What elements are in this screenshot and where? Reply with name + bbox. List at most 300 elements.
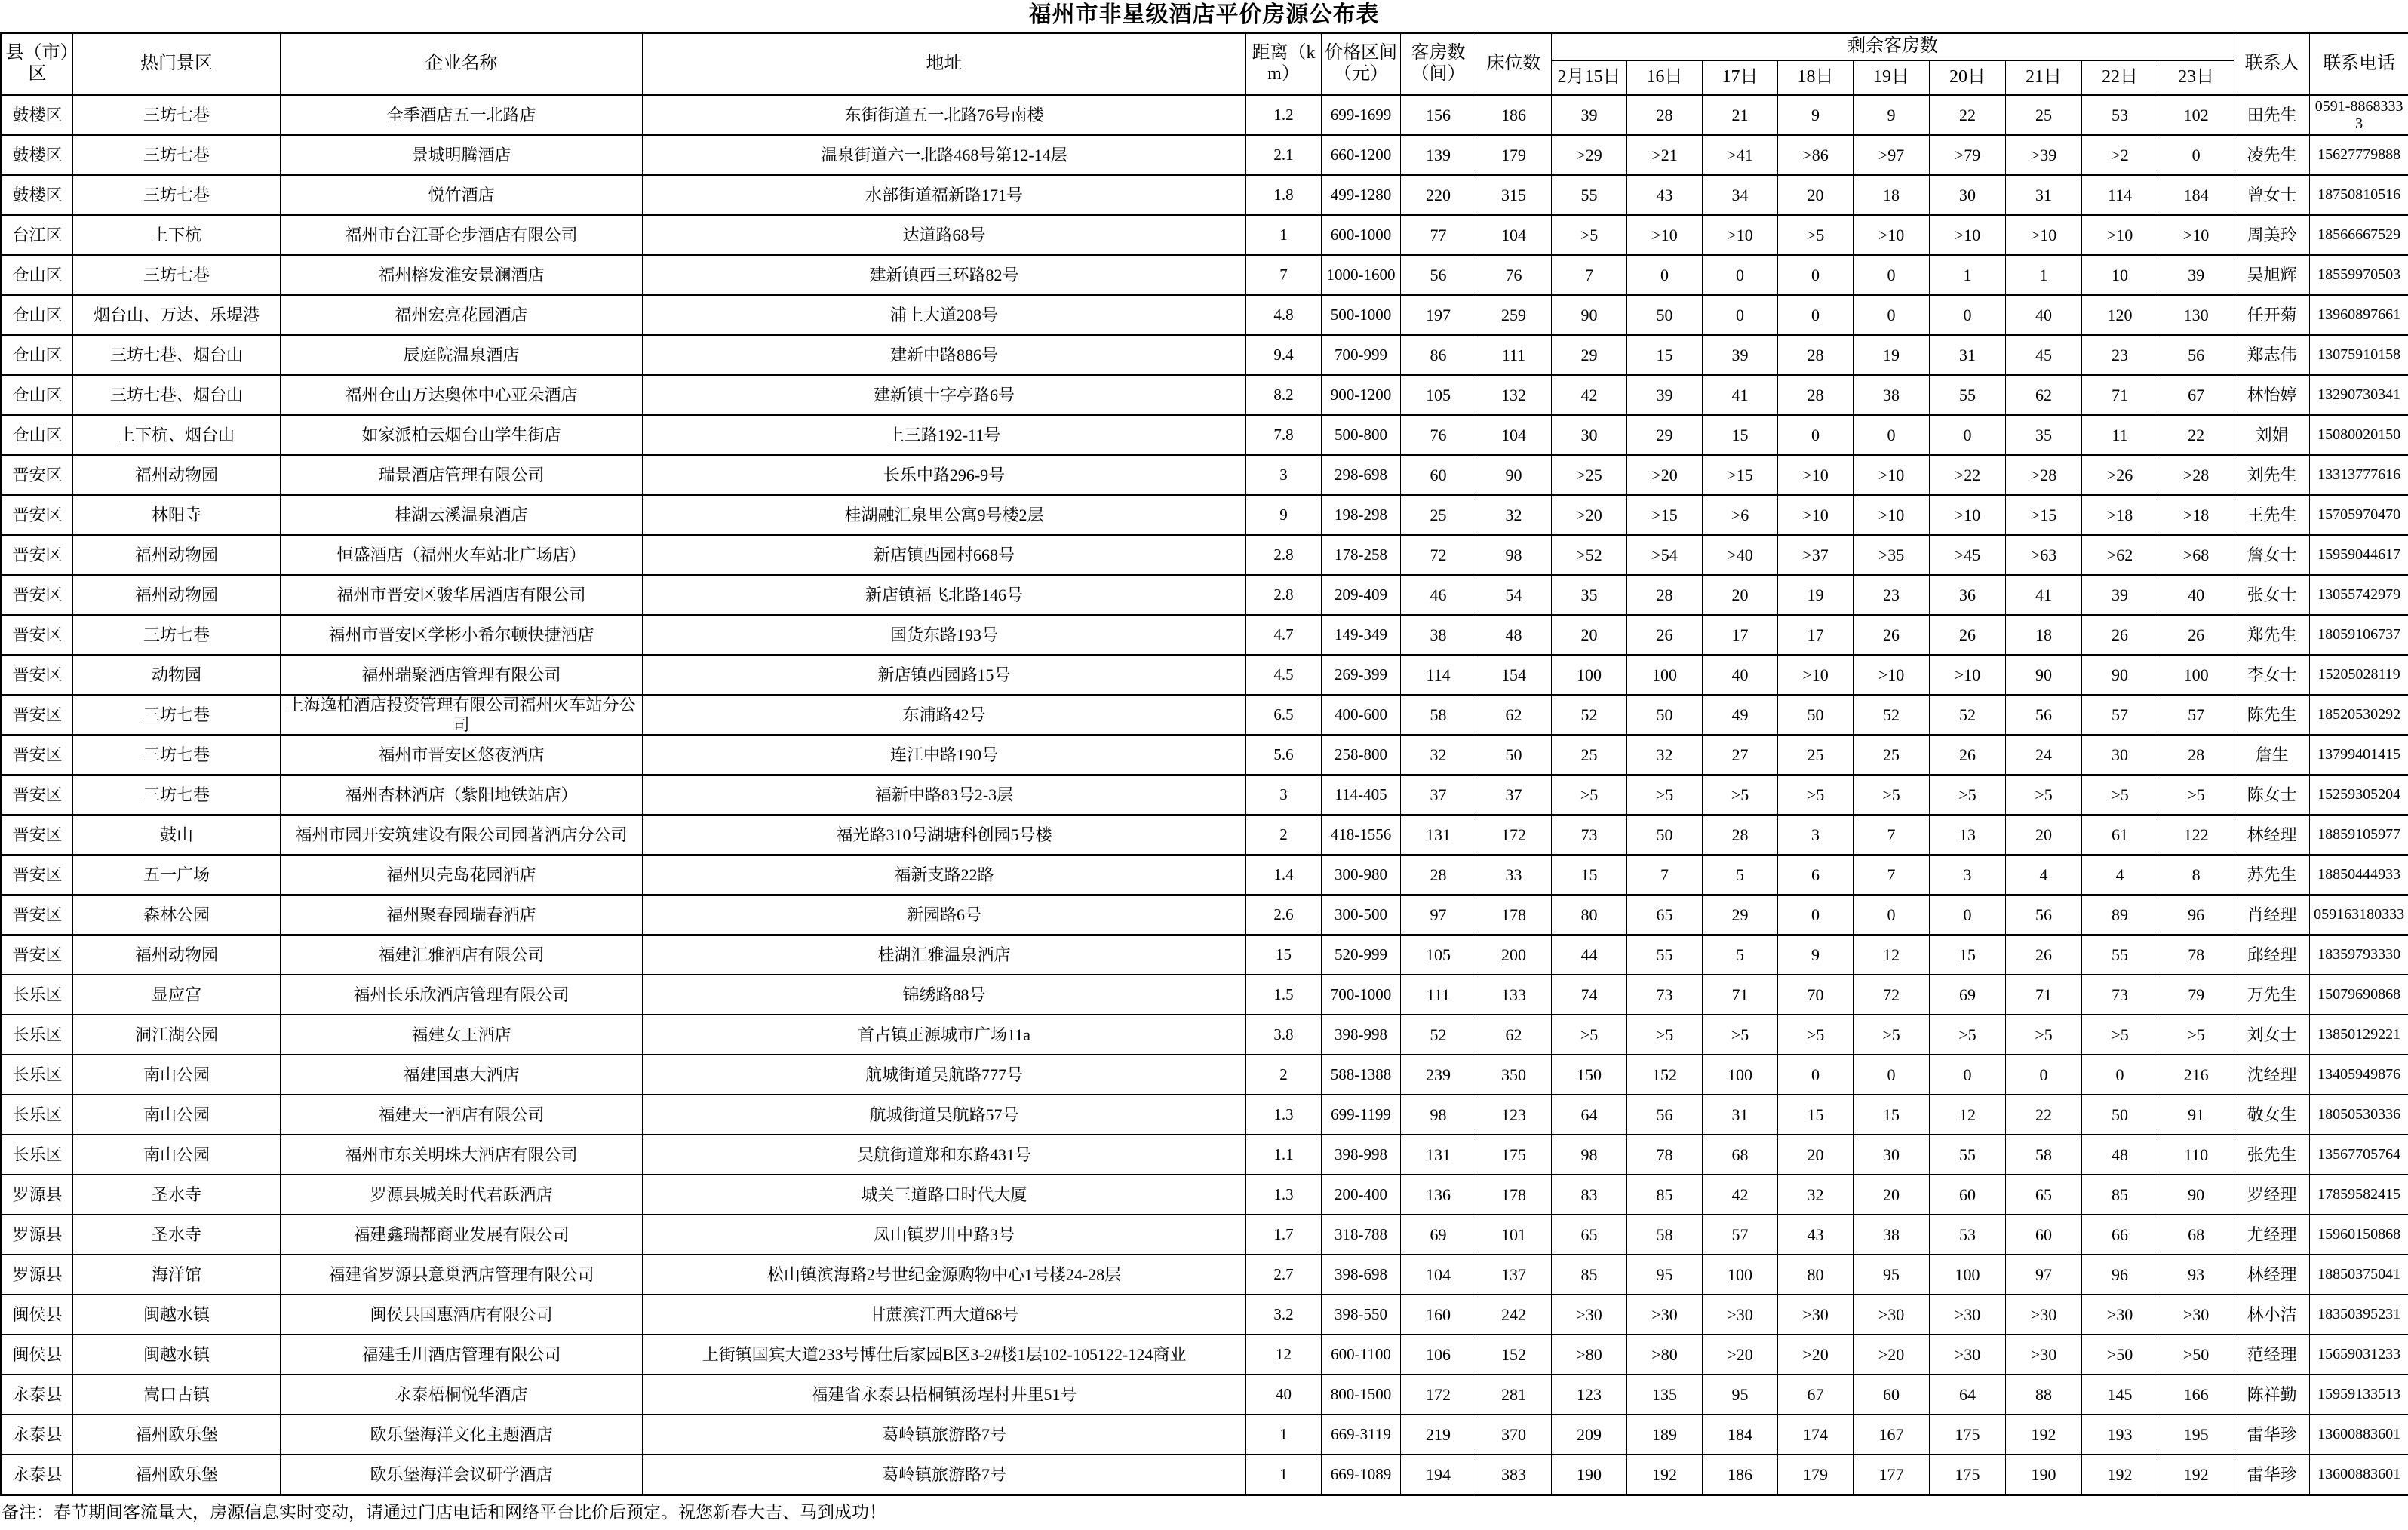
table-cell: 仓山区 [2, 295, 73, 335]
table-cell: 13567705764 [2310, 1135, 2408, 1175]
table-cell: 桂湖融汇泉里公寓9号楼2层 [643, 495, 1246, 535]
table-cell: >10 [2082, 215, 2158, 255]
table-cell: >5 [1703, 775, 1778, 815]
table-cell: >50 [2082, 1335, 2158, 1375]
table-cell: 刘先生 [2234, 455, 2310, 495]
table-cell: 2.6 [1246, 895, 1322, 935]
table-cell: >39 [2006, 135, 2082, 175]
table-cell: 15 [1854, 1095, 1930, 1135]
table-cell: 海洋馆 [73, 1255, 281, 1295]
table-cell: 156 [1401, 95, 1476, 135]
table-cell: 晋安区 [2, 895, 73, 935]
table-cell: 东街街道五一北路76号南楼 [643, 95, 1246, 135]
table-cell: >5 [1552, 215, 1627, 255]
table-cell: 91 [2158, 1095, 2234, 1135]
table-cell: 2.8 [1246, 575, 1322, 615]
table-cell: 100 [1552, 655, 1627, 695]
table-cell: 洞江湖公园 [73, 1015, 281, 1055]
table-cell: 悦竹酒店 [281, 175, 643, 215]
table-cell: 55 [1552, 175, 1627, 215]
table-cell: 罗经理 [2234, 1175, 2310, 1215]
table-cell: 50 [1627, 695, 1703, 735]
table-cell: 41 [2006, 575, 2082, 615]
table-cell: 669-1089 [1322, 1455, 1401, 1495]
table-cell: 186 [1703, 1455, 1778, 1495]
table-cell: 7.8 [1246, 415, 1322, 455]
table-cell: 永泰县 [2, 1415, 73, 1455]
table-cell: 70 [1778, 975, 1854, 1015]
table-row [2, 655, 2408, 695]
table-cell: 长乐区 [2, 975, 73, 1015]
table-cell: 195 [2158, 1415, 2234, 1455]
table-cell: 福州欧乐堡 [73, 1415, 281, 1455]
table-cell: 55 [2082, 935, 2158, 975]
table-cell: 葛岭镇旅游路7号 [643, 1415, 1246, 1455]
table-cell: 三坊七巷 [73, 735, 281, 775]
table-cell: 209 [1552, 1415, 1627, 1455]
table-cell: 32 [1401, 735, 1476, 775]
table-cell: 83 [1552, 1175, 1627, 1215]
table-cell: >20 [1552, 495, 1627, 535]
table-cell: 0 [1778, 255, 1854, 295]
table-cell: 林怡婷 [2234, 375, 2310, 415]
table-cell: 烟台山、万达、乐堤港 [73, 295, 281, 335]
table-cell: >30 [1930, 1295, 2006, 1335]
table-cell: 0 [1854, 895, 1930, 935]
table-cell: 398-998 [1322, 1015, 1401, 1055]
table-cell: 仓山区 [2, 335, 73, 375]
table-cell: 96 [2158, 895, 2234, 935]
table-cell: 1 [2006, 255, 2082, 295]
table-cell: 15 [1778, 1095, 1854, 1135]
table-cell: 37 [1476, 775, 1552, 815]
table-cell: >41 [1703, 135, 1778, 175]
table-cell: 43 [1627, 175, 1703, 215]
table-cell: 78 [2158, 935, 2234, 975]
table-cell: 13 [1930, 815, 2006, 855]
table-cell: 0 [1854, 415, 1930, 455]
table-cell: 39 [1703, 335, 1778, 375]
table-cell: 11 [2082, 415, 2158, 455]
table-cell: >97 [1854, 135, 1930, 175]
table-cell: 61 [2082, 815, 2158, 855]
table-cell: 3.8 [1246, 1015, 1322, 1055]
table-cell: 85 [1552, 1255, 1627, 1295]
table-cell: 72 [1854, 975, 1930, 1015]
table-cell: 闽侯县国惠酒店有限公司 [281, 1295, 643, 1335]
table-cell: 9 [1854, 95, 1930, 135]
table-cell: 三坊七巷 [73, 695, 281, 735]
col-header-contact: 联系人 [2234, 33, 2310, 96]
table-cell: 9 [1778, 935, 1854, 975]
table-cell: 0 [1703, 255, 1778, 295]
table-cell: 19 [1854, 335, 1930, 375]
table-cell: 174 [1778, 1415, 1854, 1455]
table-cell: >29 [1552, 135, 1627, 175]
table-cell: 98 [1401, 1095, 1476, 1135]
table-cell: 96 [2082, 1255, 2158, 1295]
table-cell: 23 [2082, 335, 2158, 375]
table-row [2, 1375, 2408, 1415]
table-cell: 398-550 [1322, 1295, 1401, 1335]
table-cell: 甘蔗滨江西大道68号 [643, 1295, 1246, 1335]
table-cell: 192 [2006, 1415, 2082, 1455]
table-cell: 57 [2158, 695, 2234, 735]
table-cell: 福建天一酒店有限公司 [281, 1095, 643, 1135]
table-cell: 64 [1552, 1095, 1627, 1135]
col-header-day: 23日 [2158, 60, 2234, 95]
table-cell: 2 [1246, 815, 1322, 855]
table-cell: 1000-1600 [1322, 255, 1401, 295]
table-cell: 62 [2006, 375, 2082, 415]
table-cell: 13405949876 [2310, 1055, 2408, 1095]
table-row [2, 1015, 2408, 1055]
col-header-rooms: 客房数（间） [1401, 33, 1476, 96]
table-cell: >5 [1778, 1015, 1854, 1055]
table-cell: 福建女王酒店 [281, 1015, 643, 1055]
table-cell: 1 [1246, 1415, 1322, 1455]
table-cell: 国货东路193号 [643, 615, 1246, 655]
table-cell: 森林公园 [73, 895, 281, 935]
table-cell: 700-999 [1322, 335, 1401, 375]
table-cell: >20 [1703, 1335, 1778, 1375]
table-cell: 132 [1476, 375, 1552, 415]
table-cell: 65 [1627, 895, 1703, 935]
col-header-area: 热门景区 [73, 33, 281, 96]
table-cell: 150 [1552, 1055, 1627, 1095]
table-cell: 锦绣路88号 [643, 975, 1246, 1015]
table-cell: 8 [2158, 855, 2234, 895]
table-cell: 苏先生 [2234, 855, 2310, 895]
table-cell: >63 [2006, 535, 2082, 575]
table-cell: 65 [1552, 1215, 1627, 1255]
table-cell: >35 [1854, 535, 1930, 575]
table-row [2, 1415, 2408, 1455]
table-cell: 1.3 [1246, 1175, 1322, 1215]
table-cell: 179 [1476, 135, 1552, 175]
table-cell: 50 [1627, 815, 1703, 855]
table-cell: 48 [2082, 1135, 2158, 1175]
table-cell: >26 [2082, 455, 2158, 495]
table-cell: 40 [2006, 295, 2082, 335]
col-header-day: 16日 [1627, 60, 1703, 95]
table-cell: 15627779888 [2310, 135, 2408, 175]
table-cell: >10 [1854, 495, 1930, 535]
table-cell: 闽越水镇 [73, 1295, 281, 1335]
table-cell: 福光路310号湖塘科创园5号楼 [643, 815, 1246, 855]
table-cell: 晋安区 [2, 855, 73, 895]
table-cell: 77 [1401, 215, 1476, 255]
table-cell: 19 [1778, 575, 1854, 615]
table-cell: 35 [2006, 415, 2082, 455]
table-cell: 197 [1401, 295, 1476, 335]
table-cell: 0 [2006, 1055, 2082, 1095]
table-cell: 37 [1401, 775, 1476, 815]
table-cell: 699-1199 [1322, 1095, 1401, 1135]
table-cell: >5 [2082, 1015, 2158, 1055]
table-row [2, 95, 2408, 135]
table-cell: 5 [1703, 855, 1778, 895]
table-cell: >10 [1854, 455, 1930, 495]
table-cell: >37 [1778, 535, 1854, 575]
table-cell: 68 [1703, 1135, 1778, 1175]
table-header [2, 33, 2408, 96]
table-cell: 100 [1703, 1055, 1778, 1095]
table-cell: 220 [1401, 175, 1476, 215]
table-cell: 350 [1476, 1055, 1552, 1095]
table-cell: 100 [1627, 655, 1703, 695]
table-cell: 54 [1476, 575, 1552, 615]
table-cell: 52 [1930, 695, 2006, 735]
table-cell: 88 [2006, 1375, 2082, 1415]
table-cell: 39 [2082, 575, 2158, 615]
table-cell: 38 [1854, 375, 1930, 415]
table-row [2, 815, 2408, 855]
table-cell: 18 [1854, 175, 1930, 215]
table-cell: 15 [1703, 415, 1778, 455]
table-cell: >5 [1627, 775, 1703, 815]
table-cell: 25 [1778, 735, 1854, 775]
table-cell: >30 [2158, 1295, 2234, 1335]
table-cell: 1 [1246, 215, 1322, 255]
table-cell: 3 [1778, 815, 1854, 855]
table-cell: 温泉街道六一北路468号第12-14层 [643, 135, 1246, 175]
table-cell: 66 [2082, 1215, 2158, 1255]
table-cell: 0 [1854, 255, 1930, 295]
table-cell: 闽侯县 [2, 1335, 73, 1375]
table-cell: 20 [1552, 615, 1627, 655]
table-cell: 123 [1552, 1375, 1627, 1415]
table-cell: 三坊七巷、烟台山 [73, 335, 281, 375]
table-cell: 101 [1476, 1215, 1552, 1255]
table-cell: 福建壬川酒店管理有限公司 [281, 1335, 643, 1375]
table-cell: 53 [2082, 95, 2158, 135]
table-cell: >28 [2158, 455, 2234, 495]
table-cell: >5 [1854, 1015, 1930, 1055]
col-header-price: 价格区间（元） [1322, 33, 1401, 96]
table-cell: 20 [1778, 1135, 1854, 1175]
table-cell: 1.4 [1246, 855, 1322, 895]
table-cell: 恒盛酒店（福州火车站北广场店） [281, 535, 643, 575]
table-cell: 1.1 [1246, 1135, 1322, 1175]
table-cell: 13290730341 [2310, 375, 2408, 415]
table-cell: 15705970470 [2310, 495, 2408, 535]
table-row [2, 1255, 2408, 1295]
table-cell: >18 [2158, 495, 2234, 535]
table-cell: 18350395231 [2310, 1295, 2408, 1335]
table-cell: 城关三道路口时代大厦 [643, 1175, 1246, 1215]
table-cell: 32 [1778, 1175, 1854, 1215]
col-header-name: 企业名称 [281, 33, 643, 96]
table-cell: 85 [1627, 1175, 1703, 1215]
table-cell: 43 [1778, 1215, 1854, 1255]
table-cell: 38 [1854, 1215, 1930, 1255]
table-cell: 0 [1930, 1055, 2006, 1095]
table-cell: 370 [1476, 1415, 1552, 1455]
table-cell: 29 [1552, 335, 1627, 375]
table-cell: 48 [1476, 615, 1552, 655]
table-cell: 范经理 [2234, 1335, 2310, 1375]
table-cell: 凤山镇罗川中路3号 [643, 1215, 1246, 1255]
table-cell: 福州聚春园瑞春酒店 [281, 895, 643, 935]
table-cell: 172 [1401, 1375, 1476, 1415]
table-cell: 60 [1930, 1175, 2006, 1215]
table-cell: >10 [1854, 215, 1930, 255]
table-cell: 7 [1552, 255, 1627, 295]
table-cell: 18850375041 [2310, 1255, 2408, 1295]
table-cell: 邱经理 [2234, 935, 2310, 975]
table-cell: 588-1388 [1322, 1055, 1401, 1095]
table-cell: 131 [1401, 815, 1476, 855]
table-row [2, 175, 2408, 215]
table-cell: 60 [1854, 1375, 1930, 1415]
table-cell: >86 [1778, 135, 1854, 175]
table-cell: 600-1000 [1322, 215, 1401, 255]
table-cell: 318-788 [1322, 1215, 1401, 1255]
table-cell: 55 [1930, 375, 2006, 415]
table-cell: 190 [1552, 1455, 1627, 1495]
table-cell: >10 [2158, 215, 2234, 255]
table-cell: 9 [1778, 95, 1854, 135]
col-header-day: 22日 [2082, 60, 2158, 95]
table-cell: 首占镇正源城市广场11a [643, 1015, 1246, 1055]
table-row [2, 535, 2408, 575]
table-cell: 46 [1401, 575, 1476, 615]
table-cell: 4.7 [1246, 615, 1322, 655]
table-cell: 林小洁 [2234, 1295, 2310, 1335]
table-cell: 三坊七巷 [73, 175, 281, 215]
table-cell: 福州市晋安区学彬小希尔顿快捷酒店 [281, 615, 643, 655]
table-cell: 晋安区 [2, 655, 73, 695]
table-cell: 56 [1627, 1095, 1703, 1135]
table-cell: >10 [1854, 655, 1930, 695]
table-cell: 29 [1627, 415, 1703, 455]
table-cell: 80 [1778, 1255, 1854, 1295]
table-cell: 520-999 [1322, 935, 1401, 975]
table-cell: 114 [1401, 655, 1476, 695]
table-cell: 15080020150 [2310, 415, 2408, 455]
table-cell: 吴航街道郑和东路431号 [643, 1135, 1246, 1175]
table-cell: 肖经理 [2234, 895, 2310, 935]
table-cell: 33 [1476, 855, 1552, 895]
table-cell: 69 [1401, 1215, 1476, 1255]
table-cell: 78 [1627, 1135, 1703, 1175]
table-cell: 499-1280 [1322, 175, 1401, 215]
table-cell: 福州瑞聚酒店管理有限公司 [281, 655, 643, 695]
table-cell: 189 [1627, 1415, 1703, 1455]
table-cell: 500-1000 [1322, 295, 1401, 335]
footer-note: 备注：春节期间客流量大，房源信息实时变动，请通过门店电话和网络平台比价后预定。祝您新春大吉、马到成功！ [2, 1503, 886, 1522]
table-cell: 104 [1476, 415, 1552, 455]
table-row [2, 975, 2408, 1015]
table-cell: 新店镇西园村668号 [643, 535, 1246, 575]
table-cell: 57 [2082, 695, 2158, 735]
table-cell: 44 [1552, 935, 1627, 975]
table-cell: 137 [1476, 1255, 1552, 1295]
table-cell: 315 [1476, 175, 1552, 215]
table-cell: 133 [1476, 975, 1552, 1015]
table-cell: 242 [1476, 1295, 1552, 1335]
table-cell: 1 [1930, 255, 2006, 295]
table-cell: 106 [1401, 1335, 1476, 1375]
table-cell: 0 [1930, 895, 2006, 935]
table-cell: 79 [2158, 975, 2234, 1015]
table-cell: 18520530292 [2310, 695, 2408, 735]
table-cell: 166 [2158, 1375, 2234, 1415]
table-cell: 160 [1401, 1295, 1476, 1335]
table-cell: >52 [1552, 535, 1627, 575]
table-cell: >50 [2158, 1335, 2234, 1375]
table-cell: 福州仓山万达奥体中心亚朵酒店 [281, 375, 643, 415]
table-cell: >30 [1854, 1295, 1930, 1335]
table-cell: 1.5 [1246, 975, 1322, 1015]
table-row [2, 495, 2408, 535]
table-cell: 209-409 [1322, 575, 1401, 615]
table-cell: 3 [1246, 775, 1322, 815]
table-cell: >80 [1552, 1335, 1627, 1375]
table-cell: 192 [1627, 1455, 1703, 1495]
table-cell: 辰庭院温泉酒店 [281, 335, 643, 375]
table-cell: 72 [1401, 535, 1476, 575]
table-cell: 12 [1246, 1335, 1322, 1375]
table-cell: 60 [1401, 455, 1476, 495]
table-cell: 39 [1552, 95, 1627, 135]
col-header-phone: 联系电话 [2310, 33, 2408, 96]
col-header-day: 18日 [1778, 60, 1854, 95]
table-cell: 26 [2006, 935, 2082, 975]
table-cell: 沈经理 [2234, 1055, 2310, 1095]
table-cell: 三坊七巷 [73, 775, 281, 815]
table-cell: 25 [1854, 735, 1930, 775]
table-cell: 仓山区 [2, 255, 73, 295]
table-cell: >5 [1552, 1015, 1627, 1055]
table-cell: 120 [2082, 295, 2158, 335]
table-cell: 8.2 [1246, 375, 1322, 415]
table-cell: >79 [1930, 135, 2006, 175]
table-cell: 90 [1552, 295, 1627, 335]
table-cell: 13075910158 [2310, 335, 2408, 375]
table-row [2, 215, 2408, 255]
table-row [2, 1455, 2408, 1495]
table-row [2, 135, 2408, 175]
table-cell: 80 [1552, 895, 1627, 935]
table-cell: 100 [1930, 1255, 2006, 1295]
table-cell: 18559970503 [2310, 255, 2408, 295]
table-cell: 32 [1627, 735, 1703, 775]
table-cell: 67 [1778, 1375, 1854, 1415]
table-cell: 18750810516 [2310, 175, 2408, 215]
table-cell: 葛岭镇旅游路7号 [643, 1455, 1246, 1495]
table-cell: 15959133513 [2310, 1375, 2408, 1415]
table-cell: 62 [1476, 695, 1552, 735]
table-cell: 62 [1476, 1015, 1552, 1055]
table-cell: 192 [2082, 1455, 2158, 1495]
table-cell: 71 [2006, 975, 2082, 1015]
table-cell: 林经理 [2234, 815, 2310, 855]
table-cell: 154 [1476, 655, 1552, 695]
table-cell: 晋安区 [2, 495, 73, 535]
table-cell: >5 [1703, 1015, 1778, 1055]
table-cell: 2.8 [1246, 535, 1322, 575]
table-row [2, 735, 2408, 775]
table-cell: 刘女士 [2234, 1015, 2310, 1055]
table-cell: 110 [2158, 1135, 2234, 1175]
table-cell: 0 [1930, 295, 2006, 335]
table-cell: 17 [1778, 615, 1854, 655]
table-cell: 0 [1778, 415, 1854, 455]
table-cell: 56 [2006, 695, 2082, 735]
table-cell: 福州宏亮花园酒店 [281, 295, 643, 335]
